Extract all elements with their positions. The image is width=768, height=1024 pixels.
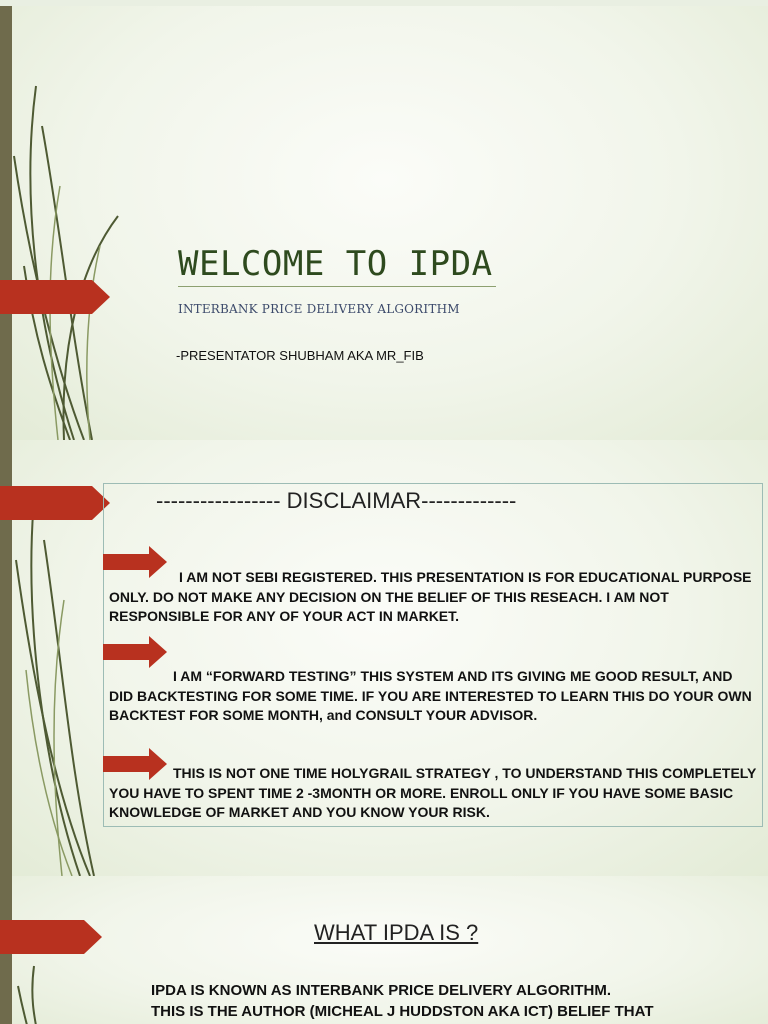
what-ipda-body [151,980,751,1022]
slide-title: WELCOME TO IPDA [178,244,493,284]
body-line: IPDA IS KNOWN AS INTERBANK PRICE DELIVERY ALGORITHM. [151,982,612,999]
title-slide [0,6,768,440]
arrow-bullet-icon [103,636,167,668]
disclaimer-slide [0,440,768,876]
red-tab-icon [0,280,110,314]
what-ipda-slide [0,876,768,1024]
slide-subtitle: INTERBANK PRICE DELIVERY ALGORITHM [178,302,460,316]
what-ipda-title: WHAT IPDA IS ? [314,920,479,945]
title-underline [178,286,496,287]
red-tab-icon [0,920,110,954]
disclaimer-title: ----------------- DISCLAIMAR------------- [156,488,517,513]
grass-decoration-icon [0,6,140,440]
red-tab-icon [0,486,110,520]
disclaimer-point-3: THIS IS NOT ONE TIME HOLYGRAIL STRATEGY , TO UNDERSTAND THIS COMPLETELY YOU HAVE TO SPENT TIME 2 -3MONTH OR MORE. ENROLL ONLY IF YOU HAVE SOME BASIC KNOWLEDGE OF MARKET AND YOU KNOW YOUR RISK. [109,765,757,820]
body-line: THIS IS THE AUTHOR (MICHEAL J HUDDSTON AKA ICT) BELIEF THAT [151,1003,654,1020]
presenter-line: -PRESENTATOR SHUBHAM AKA MR_FIB [176,348,424,363]
disclaimer-point-2: I AM “FORWARD TESTING” THIS SYSTEM AND ITS GIVING ME GOOD RESULT, AND DID BACKTESTING FOR SOME TIME. IF YOU ARE INTERESTED TO LEARN THIS DO YOUR OWN BACKTEST FOR SOME MONTH, and CONSULT YOUR ADVISOR. [109,668,752,723]
disclaimer-point-1: I AM NOT SEBI REGISTERED. THIS PRESENTATION IS FOR EDUCATIONAL PURPOSE ONLY. DO NOT MAKE ANY DECISION ON THE BELIEF OF THIS RESEACH. I AM NOT RESPONSIBLE FOR ANY OF YOUR ACT IN MARKET. [109,569,752,624]
